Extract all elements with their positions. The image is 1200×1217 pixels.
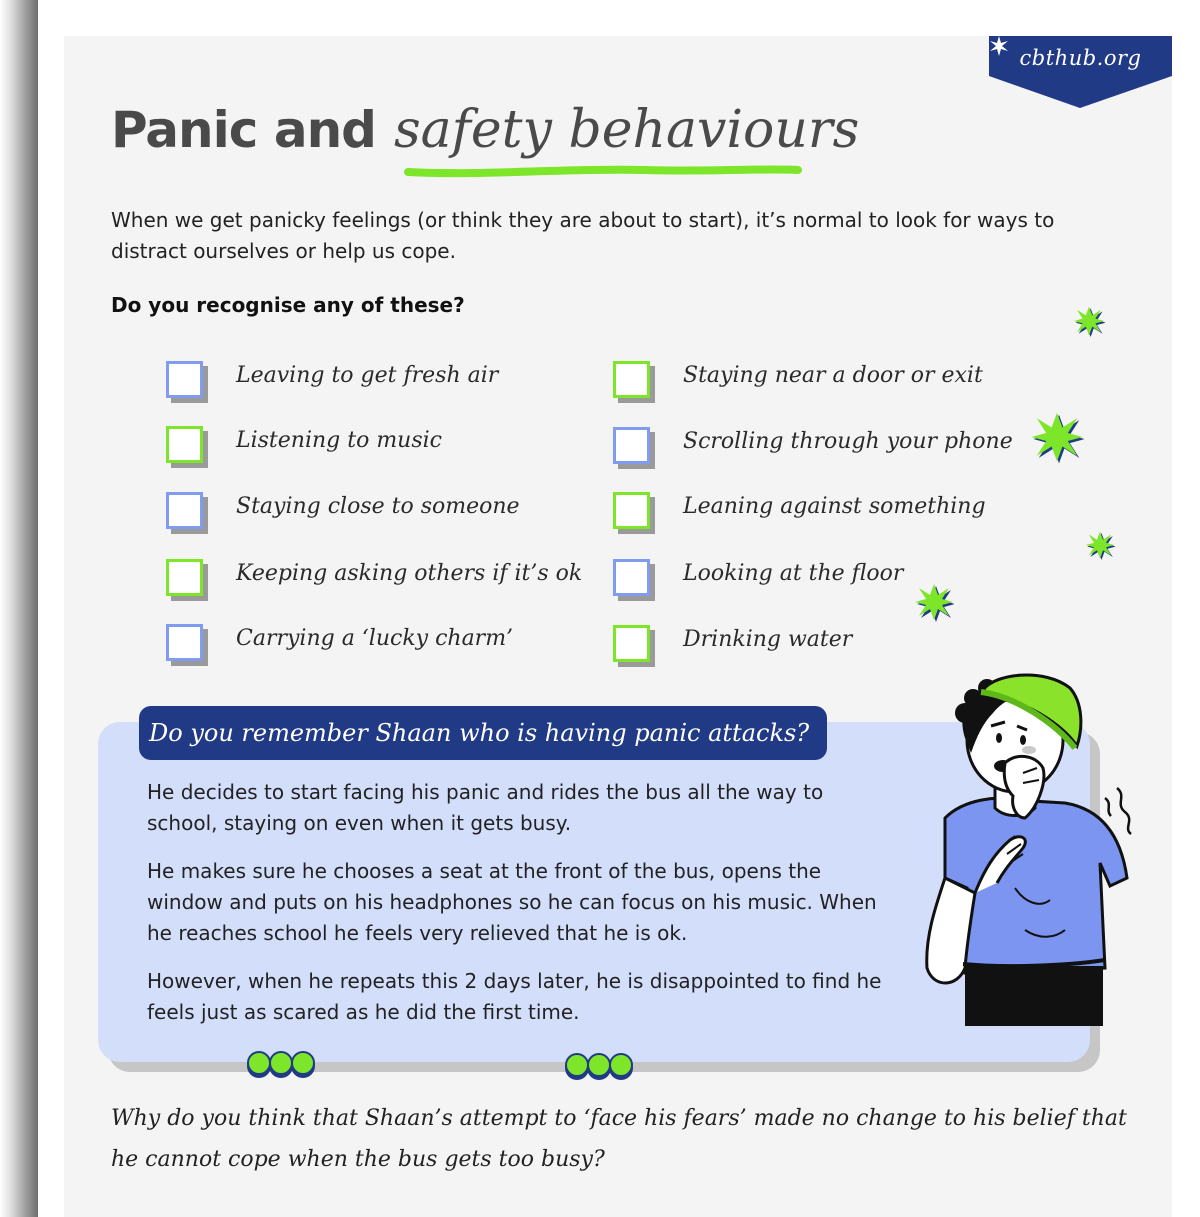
checkbox-icon[interactable] [166, 361, 208, 403]
dot-chain-icon [564, 1049, 636, 1085]
closing-question: Why do you think that Shaan’s attempt to ‘face his fears’ made no change to his belief that he cannot cope when the bus gets too busy? [111, 1106, 1127, 1172]
checkbox-icon[interactable] [166, 426, 208, 468]
story-paragraph: He makes sure he chooses a seat at the front of the bus, opens the window and puts on his headphones so he can focus on his music. When he reaches school he feels very relieved that he is ok. [147, 859, 877, 945]
site-badge[interactable] [989, 36, 1172, 108]
story-paragraph: However, when he repeats this 2 days later, he is disappointed to find he feels just as scared as he did the first time. [147, 969, 882, 1024]
title-emphasis: safety behaviours [393, 100, 860, 160]
dot-chain-icon [246, 1047, 318, 1083]
story-paragraph: He decides to start facing his panic and rides the bus all the way to school, staying on even when it gets busy. [147, 780, 824, 835]
checklist-label: Listening to music [236, 428, 443, 453]
page-title [111, 100, 859, 160]
checklist-label: Looking at the floor [683, 561, 904, 586]
story-heading: Do you remember Shaan who is having panic attacks? [139, 706, 827, 760]
checkbox-icon[interactable] [166, 624, 208, 666]
checkbox-icon[interactable] [613, 559, 655, 601]
sparkle-icon [989, 36, 1009, 56]
checkbox-icon[interactable] [613, 492, 655, 534]
checklist-label: Staying near a door or exit [683, 363, 983, 388]
badge-text: cbthub.org [1019, 46, 1142, 70]
star-burst-icon [1085, 530, 1115, 560]
checklist-label: Keeping asking others if it’s ok [236, 561, 583, 586]
checkbox-icon[interactable] [613, 427, 655, 469]
checklist-label: Scrolling through your phone [683, 429, 1013, 454]
checklist-label: Staying close to someone [236, 494, 520, 519]
anxious-boy-illustration [905, 668, 1145, 1030]
page-edge-shadow [0, 0, 38, 1217]
checkbox-icon[interactable] [166, 559, 208, 601]
star-burst-icon [914, 582, 954, 622]
checkbox-icon[interactable] [613, 361, 655, 403]
checklist-label: Carrying a ‘lucky charm’ [236, 626, 514, 651]
title-underline [404, 158, 804, 182]
checklist-label: Leaning against something [683, 494, 986, 519]
checklist-label: Leaving to get fresh air [236, 363, 499, 388]
checkbox-icon[interactable] [166, 492, 208, 534]
recognise-question: Do you recognise any of these? [111, 293, 465, 317]
intro-text: When we get panicky feelings (or think they are about to start), it’s normal to look for ways to distract ourselves or help us cope. [111, 208, 1055, 263]
checklist-label: Drinking water [683, 627, 853, 652]
star-burst-icon [1073, 305, 1105, 337]
title-plain: Panic and [111, 101, 376, 159]
star-burst-icon [1030, 410, 1084, 464]
checkbox-icon[interactable] [613, 625, 655, 667]
